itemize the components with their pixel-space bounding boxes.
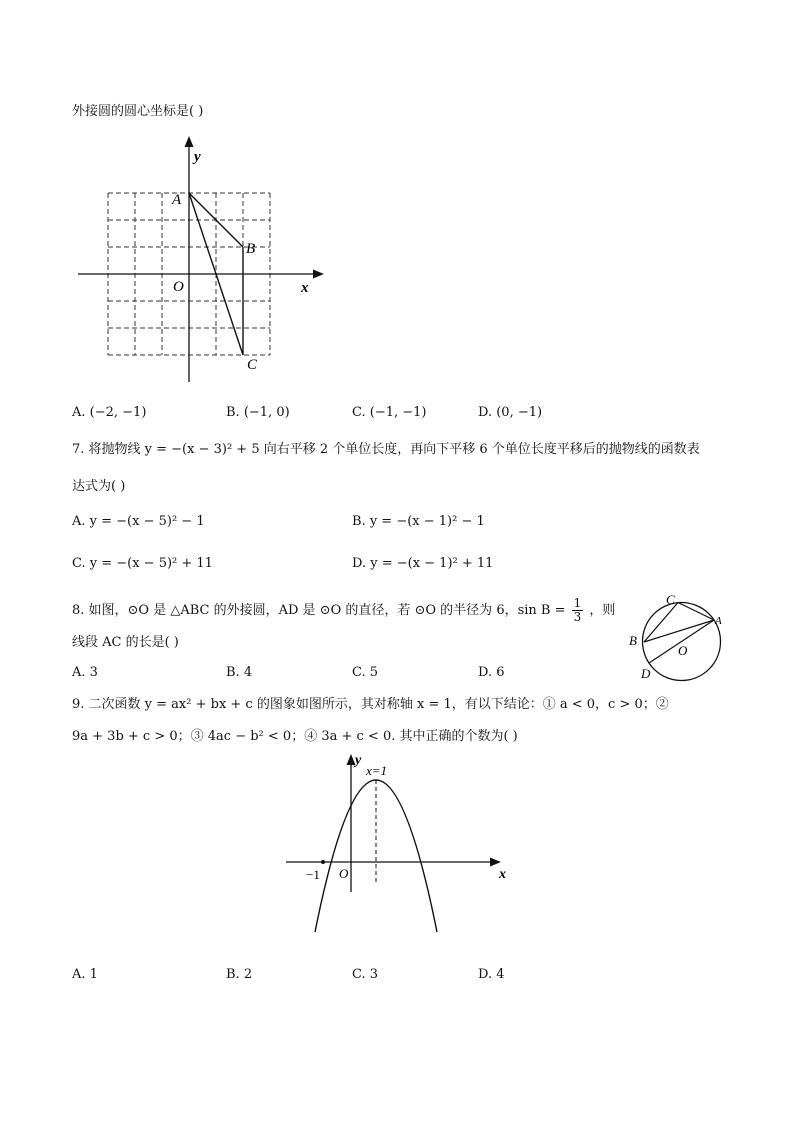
q6-y-label: y bbox=[194, 149, 201, 165]
q9-option-b[interactable]: B. 2 bbox=[226, 967, 253, 982]
q6-point-c-label: C bbox=[247, 357, 258, 373]
q6-option-d[interactable]: D. (0, −1) bbox=[478, 405, 543, 420]
q9-x-label: x bbox=[499, 867, 506, 882]
q8-point-b-label: B bbox=[629, 633, 637, 648]
q8-option-a[interactable]: A. 3 bbox=[72, 665, 98, 680]
q6-point-a-label: A bbox=[172, 192, 182, 208]
q9-origin-label: O bbox=[339, 866, 349, 881]
q7-option-d[interactable]: D. y = −(x − 1)² + 11 bbox=[352, 556, 494, 571]
q8-circle-figure bbox=[622, 588, 762, 688]
q6-axes bbox=[78, 142, 318, 382]
q9-stem-line2: 9a + 3b + c > 0；③ 4ac − b² < 0；④ 3a + c < 0. 其中正确的个数为( ) bbox=[72, 729, 518, 744]
q6-option-b[interactable]: B. (−1, 0) bbox=[226, 405, 290, 420]
q8-fraction bbox=[572, 597, 584, 624]
q7-option-c[interactable]: C. y = −(x − 5)² + 11 bbox=[72, 556, 213, 571]
q8-point-d-label: D bbox=[641, 666, 651, 681]
q8-fraction-numerator: 1 bbox=[573, 596, 582, 610]
q8-option-d[interactable]: D. 6 bbox=[478, 665, 505, 680]
q6-x-arrow bbox=[313, 270, 324, 279]
q8-stem-part2: ，则 bbox=[589, 603, 616, 618]
q6-origin-label: O bbox=[173, 279, 184, 295]
q8-stem-line2: 线段 AC 的长是( ) bbox=[72, 635, 179, 650]
q8-stem-line1 bbox=[72, 597, 615, 624]
q9-stem-line1: 9. 二次函数 y = ax² + bx + c 的图象如图所示，其对称轴 x = 1，有以下结论：① a < 0，c > 0；② bbox=[72, 697, 669, 712]
q9-parabola-figure bbox=[280, 750, 520, 940]
q9-neg-one-point bbox=[321, 860, 325, 864]
q9-y-label: y bbox=[355, 753, 362, 768]
q7-option-a[interactable]: A. y = −(x − 5)² − 1 bbox=[72, 514, 205, 529]
q7-stem-line1: 7. 将抛物线 y = −(x − 3)² + 5 向右平移 2 个单位长度，再向下平移 6 个单位长度平移后的抛物线的函数表 bbox=[72, 442, 700, 457]
q9-option-a[interactable]: A. 1 bbox=[72, 967, 98, 982]
q6-point-b-label: B bbox=[246, 241, 256, 257]
q8-stem-part1: 8. 如图，⊙O 是 △ABC 的外接圆，AD 是 ⊙O 的直径，若 ⊙O 的半径为 6，sin B = bbox=[72, 603, 566, 618]
q7-option-b[interactable]: B. y = −(x − 1)² − 1 bbox=[352, 514, 485, 529]
q6-option-a[interactable]: A. (−2, −1) bbox=[72, 405, 147, 420]
q9-x-arrow bbox=[490, 858, 501, 867]
q6-grid-figure bbox=[70, 132, 340, 388]
q8-fraction-denominator: 3 bbox=[573, 610, 582, 624]
q8-option-c[interactable]: C. 5 bbox=[352, 665, 379, 680]
q6-y-arrow bbox=[185, 136, 194, 147]
q9-axis-of-symmetry-label: x=1 bbox=[366, 763, 388, 778]
q6-stem: 外接圆的圆心坐标是( ) bbox=[72, 104, 204, 119]
q7-stem-line2: 达式为( ) bbox=[72, 479, 126, 494]
q6-option-c[interactable]: C. (−1, −1) bbox=[352, 405, 427, 420]
q9-option-d[interactable]: D. 4 bbox=[478, 967, 505, 982]
q8-option-b[interactable]: B. 4 bbox=[226, 665, 253, 680]
q9-option-c[interactable]: C. 3 bbox=[352, 967, 379, 982]
q8-point-c-label: C bbox=[666, 592, 675, 607]
q9-neg-one-label: −1 bbox=[306, 867, 320, 882]
q8-point-a-label: A bbox=[715, 615, 722, 627]
q8-center-label: O bbox=[678, 643, 688, 658]
q6-x-label: x bbox=[301, 280, 309, 296]
